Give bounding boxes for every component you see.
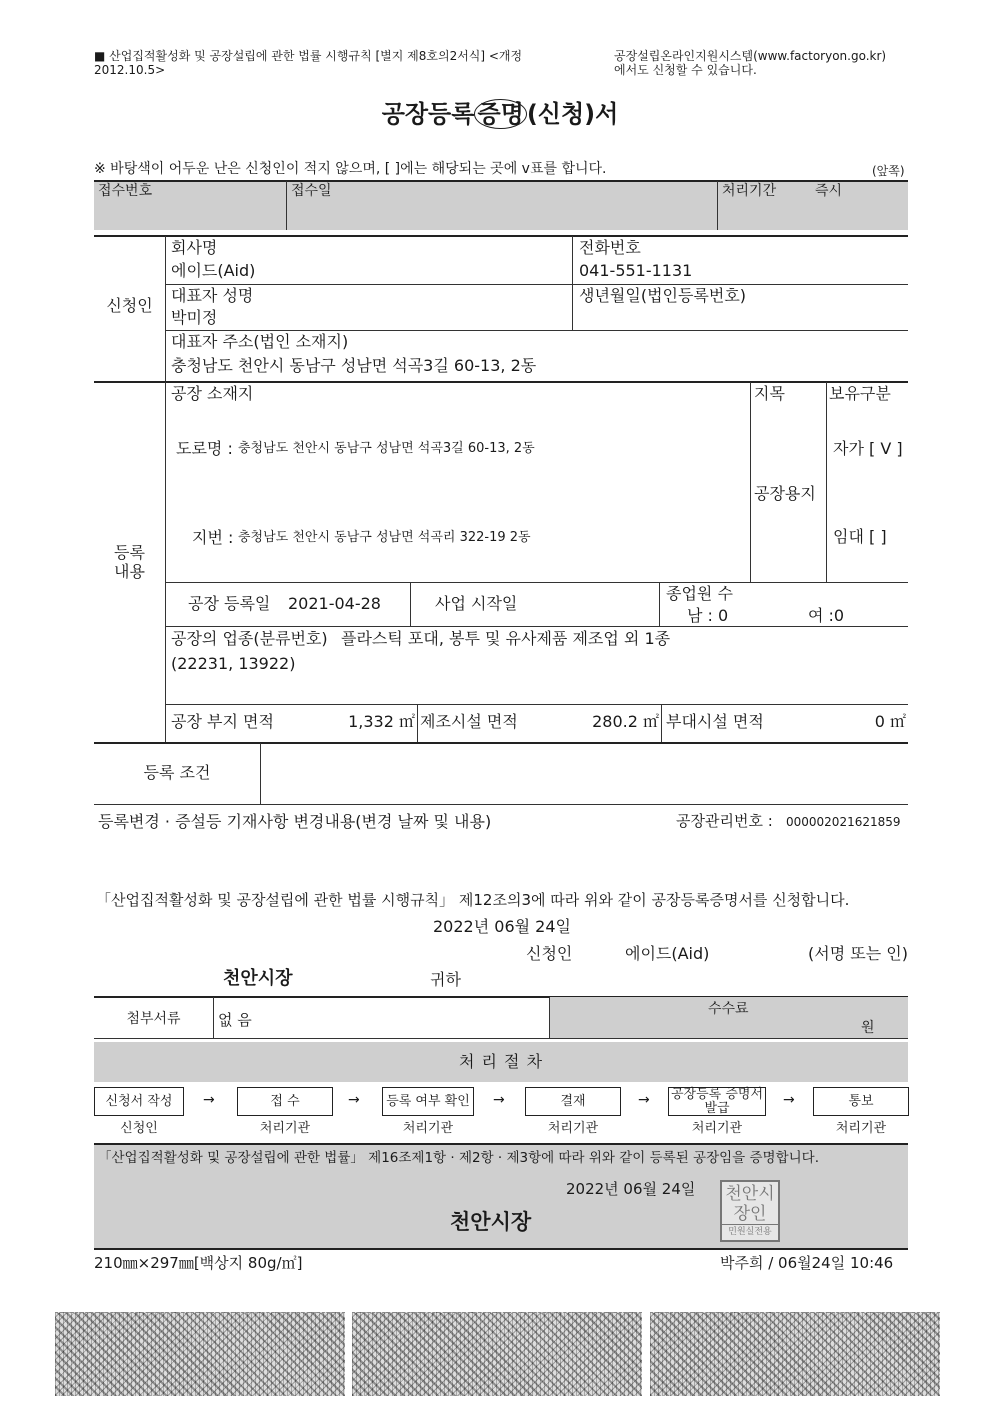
management-number-value: 000002021621859	[786, 815, 901, 829]
registration-date-value: 2021-04-28	[288, 594, 381, 613]
application-date: 2022년 06월 24일	[433, 917, 571, 936]
official-seal-icon	[720, 1180, 780, 1242]
change-history-label: 등록변경 · 증설등 기재사항 변경내용(변경 날짜 및 내용)	[98, 812, 492, 831]
step-4-actor: 처리기관	[547, 1121, 599, 1136]
step-3-box: 등록 여부 확인	[382, 1087, 474, 1116]
step-1-box: 신청서 작성	[94, 1087, 184, 1116]
site-area-value: 1,332 ㎡	[348, 712, 415, 731]
arrow-icon: →	[348, 1092, 360, 1108]
road-address-value: 충청남도 천안시 동남구 성남면 석곡3길 60-13, 2동	[238, 441, 535, 456]
attachments-value: 없 음	[218, 1011, 252, 1029]
industry-label: 공장의 업종(분류번호)	[171, 629, 328, 648]
regulation-reference: ■ 산업집적활성화 및 공장설립에 관한 법률 시행규칙 [별지 제8호의2서식] <개정	[94, 49, 523, 63]
factory-location-label: 공장 소재지	[171, 384, 254, 403]
title-main: 공장등록	[381, 100, 475, 128]
arrow-icon: →	[203, 1092, 215, 1108]
applicant-section-label: 신청인	[106, 296, 153, 315]
land-category-value: 공장용지	[754, 484, 816, 503]
male-employees: 남 : 0	[687, 606, 729, 625]
receipt-number-label: 접수번호	[98, 183, 153, 199]
step-6-box: 통보	[813, 1087, 909, 1116]
attachments-label: 첨부서류	[126, 1011, 181, 1027]
processing-period-label: 처리기간	[722, 183, 777, 199]
certification-statement: 「산업집적활성화 및 공장설립에 관한 법률」 제16조제1항 · 제2항 · 제3항에 따라 위와 같이 등록된 공장임을 증명합니다.	[98, 1150, 819, 1166]
lot-address-label: 지번 :	[192, 528, 234, 547]
female-employees: 여 :0	[808, 606, 845, 625]
lot-address-value: 충청남도 천안시 동남구 성남면 석곡리 322-19 2동	[238, 530, 531, 545]
online-system-note: 공장설립온라인지원시스템(www.factoryon.go.kr)	[614, 49, 887, 63]
applicant-signature-label: 신청인	[526, 944, 573, 963]
online-system-note-2: 에서도 신청할 수 있습니다.	[614, 63, 757, 77]
applicant-signature-name: 에이드(Aid)	[625, 944, 710, 963]
auxiliary-area-value: 0 ㎡	[874, 712, 906, 731]
recipient-name: 천안시장	[223, 968, 293, 989]
receipt-row	[94, 181, 908, 230]
management-number-label: 공장관리번호 :	[676, 812, 773, 830]
representative-value: 박미정	[171, 308, 218, 327]
paper-spec: 210㎜×297㎜[백상지 80g/㎡]	[94, 1254, 303, 1272]
auxiliary-area-label: 부대시설 면적	[666, 712, 764, 731]
leased-checkbox: 임대 [ ]	[833, 527, 887, 546]
arrow-icon: →	[493, 1092, 505, 1108]
signature-note: (서명 또는 인)	[808, 944, 908, 963]
title-suffix: (신청)서	[526, 100, 619, 128]
registration-date-label: 공장 등록일	[188, 594, 271, 613]
manufacturing-area-value: 280.2 ㎡	[592, 712, 659, 731]
phone-value: 041-551-1131	[579, 261, 693, 280]
seal-line-1: 천안시	[725, 1184, 775, 1204]
registration-label-2: 내용	[114, 562, 145, 581]
industry-codes: (22231, 13922)	[171, 654, 296, 673]
step-5-box: 공장등록 증명서발급	[668, 1087, 766, 1116]
step-2-actor: 처리기관	[259, 1121, 311, 1136]
step-3-actor: 처리기관	[402, 1121, 454, 1136]
recipient-honorific: 귀하	[430, 970, 461, 989]
registration-conditions-label: 등록 조건	[143, 763, 211, 782]
address-label: 대표자 주소(법인 소재지)	[171, 332, 349, 351]
receipt-date-label: 접수일	[291, 183, 332, 199]
site-area-label: 공장 부지 면적	[171, 712, 274, 731]
seal-line-3: 민원실전용	[722, 1224, 778, 1239]
application-statement: 「산업집적활성화 및 공장설립에 관한 법률 시행규칙」 제12조의3에 따라 위와 같이 공장등록증명서를 신청합니다.	[96, 891, 850, 909]
issued-by: 박주희 / 06월24일 10:46	[720, 1254, 894, 1272]
birthdate-label: 생년월일(법인등록번호)	[579, 286, 747, 305]
step-4-box: 결재	[525, 1087, 621, 1116]
manufacturing-area-label: 제조시설 면적	[420, 712, 518, 731]
road-address-label: 도로명 :	[176, 439, 233, 458]
security-pattern	[650, 1312, 940, 1396]
certification-date: 2022년 06월 24일	[566, 1180, 696, 1198]
arrow-icon: →	[783, 1092, 795, 1108]
address-value: 충청남도 천안시 동남구 성남면 석곡3길 60-13, 2동	[171, 356, 537, 375]
step-5-actor: 처리기관	[691, 1121, 743, 1136]
land-category-label: 지목	[754, 384, 785, 403]
procedure-title: 처 리 절 차	[458, 1052, 544, 1071]
fee-unit: 원	[861, 1020, 875, 1036]
page-side: (앞쪽)	[872, 164, 905, 178]
industry-value: 플라스틱 포대, 봉투 및 유사제품 제조업 외 1종	[341, 629, 671, 648]
company-name-value: 에이드(Aid)	[171, 261, 256, 280]
registration-label-1: 등록	[114, 543, 145, 562]
owned-checkbox: 자가 [ V ]	[833, 439, 903, 458]
company-name-label: 회사명	[171, 238, 218, 257]
step-2-box: 접 수	[237, 1087, 333, 1116]
business-start-label: 사업 시작일	[435, 594, 518, 613]
phone-label: 전화번호	[579, 238, 641, 257]
notice-text: ※ 바탕색이 어두운 난은 신청인이 적지 않으며, [ ]에는 해당되는 곳에 v표를 합니다.	[94, 161, 607, 177]
ownership-label: 보유구분	[829, 384, 891, 403]
security-pattern	[55, 1312, 345, 1396]
issuer-name: 천안시장	[450, 1210, 532, 1234]
employees-label: 종업원 수	[666, 584, 733, 603]
title-circled: 증명	[474, 99, 526, 129]
representative-label: 대표자 성명	[171, 286, 254, 305]
step-1-actor: 신청인	[120, 1121, 158, 1136]
security-pattern	[352, 1312, 642, 1396]
page-title	[0, 100, 1000, 129]
step-6-actor: 처리기관	[835, 1121, 887, 1136]
regulation-revision: 2012.10.5>	[94, 63, 166, 77]
fee-label: 수수료	[708, 1001, 749, 1017]
processing-period-value: 즉시	[815, 183, 843, 199]
seal-line-2: 장인	[733, 1204, 767, 1224]
arrow-icon: →	[638, 1092, 650, 1108]
